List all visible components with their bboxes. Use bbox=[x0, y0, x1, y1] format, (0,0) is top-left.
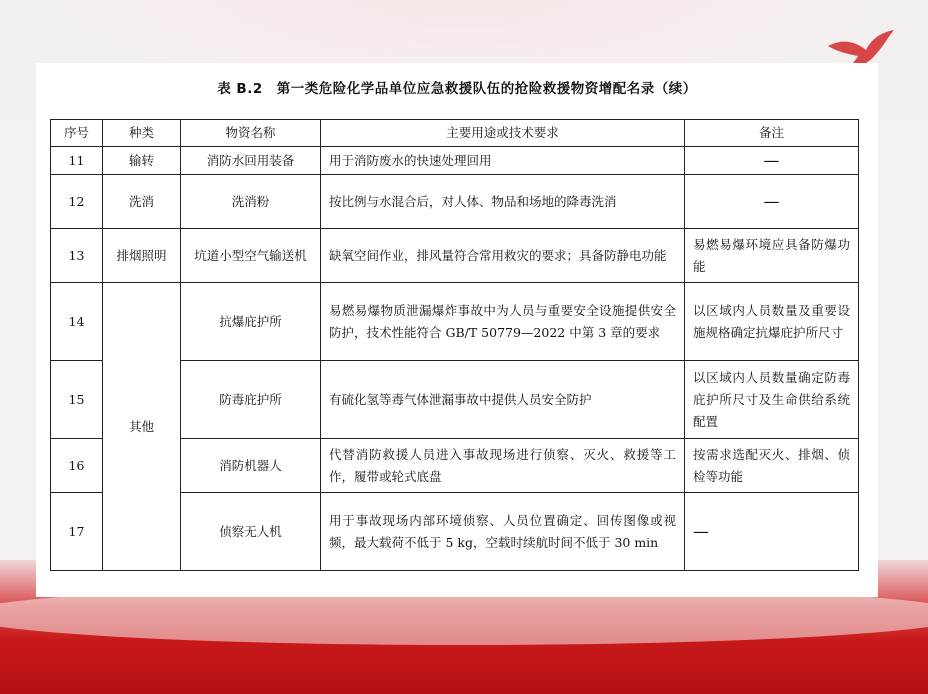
header-note: 备注 bbox=[685, 120, 859, 147]
row-no: 16 bbox=[51, 439, 103, 493]
row-name: 洗消粉 bbox=[181, 175, 321, 229]
row-type: 输转 bbox=[103, 147, 181, 175]
table-row bbox=[51, 229, 859, 283]
row-no: 17 bbox=[51, 493, 103, 571]
table-row bbox=[51, 175, 859, 229]
row-note: — bbox=[685, 493, 859, 571]
row-type: 其他 bbox=[103, 283, 181, 571]
row-desc: 有硫化氢等毒气体泄漏事故中提供人员安全防护 bbox=[321, 361, 685, 439]
row-type: 洗消 bbox=[103, 175, 181, 229]
row-type: 排烟照明 bbox=[103, 229, 181, 283]
row-no: 13 bbox=[51, 229, 103, 283]
row-desc: 代替消防救援人员进入事故现场进行侦察、灭火、救援等工作，履带或轮式底盘 bbox=[321, 439, 685, 493]
row-no: 14 bbox=[51, 283, 103, 361]
header-name: 物资名称 bbox=[181, 120, 321, 147]
row-desc: 缺氧空间作业，排风量符合常用救灾的要求；具备防静电功能 bbox=[321, 229, 685, 283]
header-no: 序号 bbox=[51, 120, 103, 147]
row-note: 易燃易爆环境应具备防爆功能 bbox=[685, 229, 859, 283]
row-desc: 按比例与水混合后，对人体、物品和场地的降毒洗消 bbox=[321, 175, 685, 229]
row-no: 12 bbox=[51, 175, 103, 229]
table-title: 表 B.2 第一类危险化学品单位应急救援队伍的抢险救援物资增配名录（续） bbox=[217, 81, 697, 97]
row-name: 坑道小型空气输送机 bbox=[181, 229, 321, 283]
row-desc: 易燃易爆物质泄漏爆炸事故中为人员与重要安全设施提供安全防护，技术性能符合 GB/T 50779—2022 中第 3 章的要求 bbox=[321, 283, 685, 361]
supplies-table bbox=[50, 119, 859, 571]
header-type: 种类 bbox=[103, 120, 181, 147]
row-no: 15 bbox=[51, 361, 103, 439]
row-desc: 用于消防废水的快速处理回用 bbox=[321, 147, 685, 175]
row-no: 11 bbox=[51, 147, 103, 175]
table-header-row bbox=[51, 120, 859, 147]
row-note: 按需求选配灭火、排烟、侦检等功能 bbox=[685, 439, 859, 493]
row-name: 防毒庇护所 bbox=[181, 361, 321, 439]
row-note: 以区域内人员数量及重要设施规格确定抗爆庇护所尺寸 bbox=[685, 283, 859, 361]
row-note: — bbox=[685, 147, 859, 175]
table-row bbox=[51, 147, 859, 175]
row-desc: 用于事故现场内部环境侦察、人员位置确定、回传图像或视频，最大载荷不低于 5 kg，空载时续航时间不低于 30 min bbox=[321, 493, 685, 571]
row-name: 抗爆庇护所 bbox=[181, 283, 321, 361]
row-name: 消防机器人 bbox=[181, 439, 321, 493]
document-page bbox=[36, 63, 878, 597]
header-desc: 主要用途或技术要求 bbox=[321, 120, 685, 147]
row-name: 消防水回用装备 bbox=[181, 147, 321, 175]
row-note: — bbox=[685, 175, 859, 229]
row-name: 侦察无人机 bbox=[181, 493, 321, 571]
table-row bbox=[51, 283, 859, 361]
row-note: 以区域内人员数量确定防毒庇护所尺寸及生命供给系统配置 bbox=[685, 361, 859, 439]
